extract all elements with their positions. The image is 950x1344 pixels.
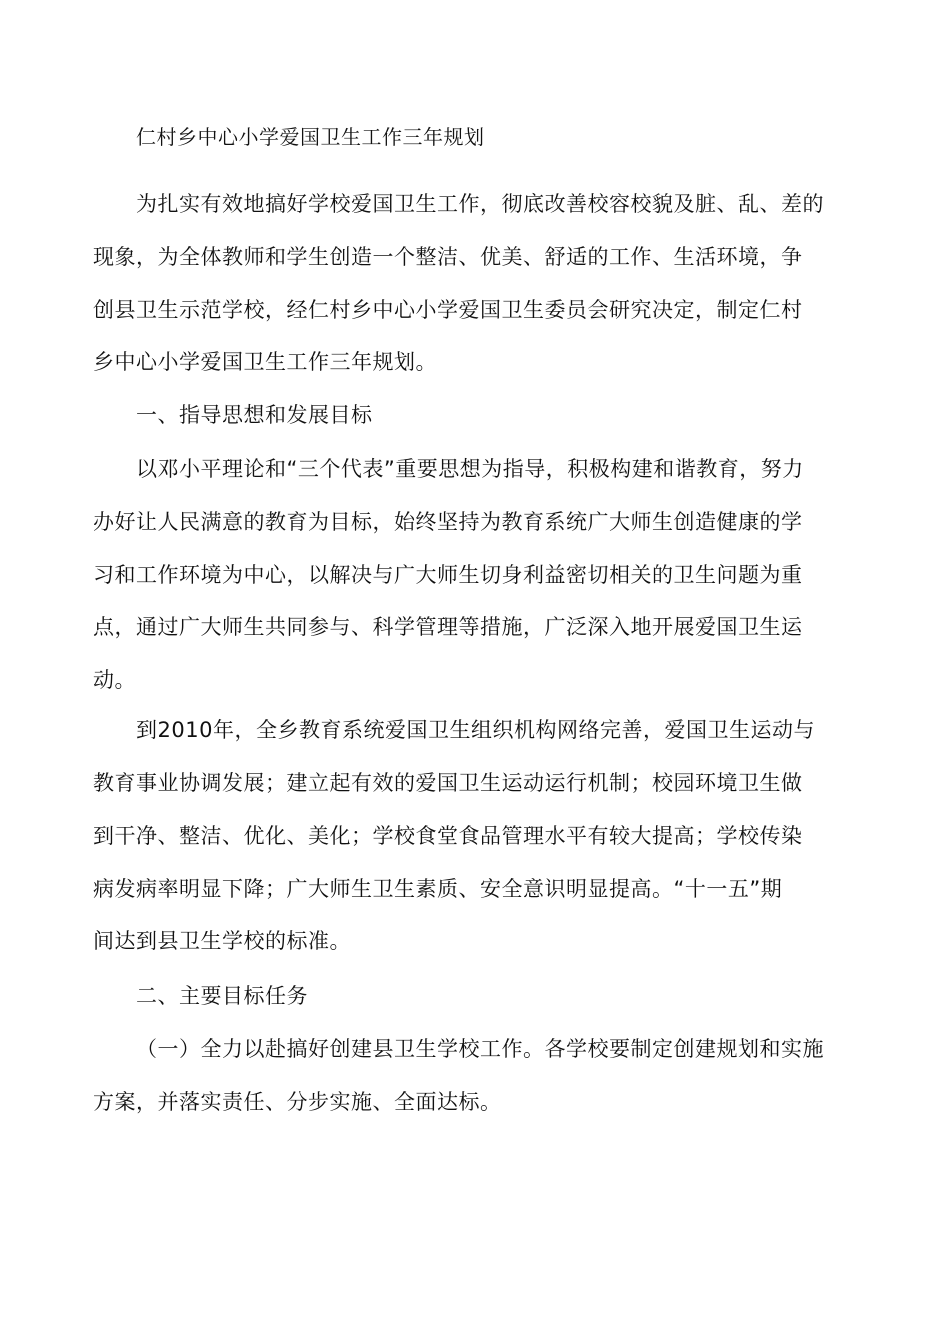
section1-para2-line-4: 病发病率明显下降；广大师生卫生素质、安全意识明显提高。“十一五”期 (93, 877, 783, 901)
section1-para1-line-5: 动。 (93, 668, 136, 692)
intro-line-4: 乡中心小学爱国卫生工作三年规划。 (93, 350, 437, 374)
section2-item1-line-1: （一）全力以赴搞好创建县卫生学校工作。各学校要制定创建规划和实施 (136, 1037, 824, 1061)
section1-para2-line-3: 到干净、整洁、优化、美化；学校食堂食品管理水平有较大提高；学校传染 (93, 824, 803, 848)
intro-line-1: 为扎实有效地搞好学校爱国卫生工作，彻底改善校容校貌及脏、乱、差的 (136, 192, 824, 216)
section1-heading: 一、指导思想和发展目标 (136, 403, 373, 427)
section2-heading: 二、主要目标任务 (136, 984, 308, 1008)
section1-para2-line-1: 到2010年，全乡教育系统爱国卫生组织机构网络完善，爱国卫生运动与 (136, 718, 815, 742)
intro-line-2: 现象，为全体教师和学生创造一个整洁、优美、舒适的工作、生活环境，争 (93, 245, 803, 269)
section2-item1-line-2: 方案，并落实责任、分步实施、全面达标。 (93, 1090, 502, 1114)
document-title: 仁村乡中心小学爱国卫生工作三年规划 (136, 125, 485, 149)
intro-line-3: 创县卫生示范学校，经仁村乡中心小学爱国卫生委员会研究决定，制定仁村 (93, 298, 803, 322)
section1-para1-line-3: 习和工作环境为中心，以解决与广大师生切身利益密切相关的卫生问题为重 (93, 563, 803, 587)
section1-para1-line-4: 点，通过广大师生共同参与、科学管理等措施，广泛深入地开展爱国卫生运 (93, 615, 803, 639)
section1-para1-line-2: 办好让人民满意的教育为目标，始终坚持为教育系统广大师生创造健康的学 (93, 510, 803, 534)
section1-para1-line-1: 以邓小平理论和“三个代表”重要思想为指导，积极构建和谐教育，努力 (136, 457, 804, 481)
section1-para2-line-2: 教育事业协调发展；建立起有效的爱国卫生运动运行机制；校园环境卫生做 (93, 771, 803, 795)
section1-para2-line-5: 间达到县卫生学校的标准。 (93, 929, 351, 953)
